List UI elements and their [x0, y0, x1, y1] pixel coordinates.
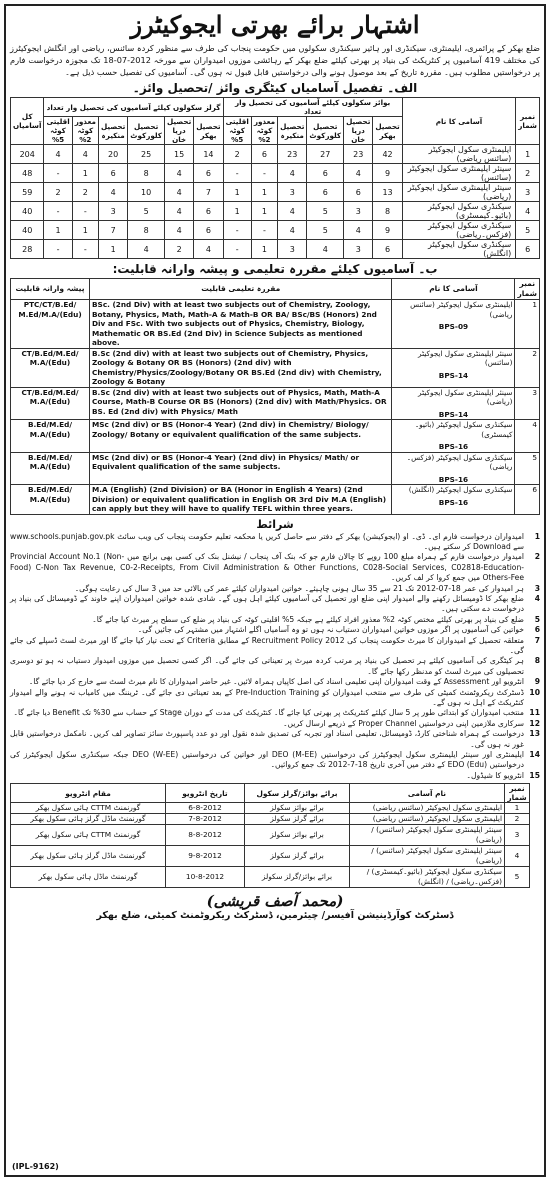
t1-cell-boys: 6 [307, 164, 344, 183]
t1-subheader-girls: تحصیل بھکر [194, 117, 223, 145]
t1-cell-boys: 1 [251, 202, 277, 221]
t1-body [11, 145, 540, 259]
t1-cell-boys: 9 [373, 221, 402, 240]
term-item [10, 636, 540, 657]
t1-cell-boys: - [223, 240, 251, 259]
term-number: 7 [534, 635, 540, 645]
t1-cell-boys: 9 [373, 164, 402, 183]
t1-cell-total: 48 [11, 164, 44, 183]
t1-cell-girls: - [72, 202, 98, 221]
term-text: ضلع کی بنیاد پر بھرتی کیلئے مختص کوٹہ 2% معذور افراد کیلئے ہے جبکہ 5% اقلیتی کوٹہ کی بنیاد پر ضلع کی سطح پر میرٹ کیا جائے گا۔ [92, 614, 524, 624]
t3-cell-post: سینئر ایلیمنٹری سکول ایجوکیٹر (سائنس) / (ریاضی) [350, 846, 505, 867]
t1-cell-girls: 1 [72, 164, 98, 183]
t1-header-boys: بوائز سکولوں کیلئے آسامیوں کی تحصیل وار تعداد [223, 98, 402, 117]
t1-subheader-girls: تحصیل کلورکوٹ [128, 117, 165, 145]
t1-cell-total: 28 [11, 240, 44, 259]
t3-cell-num: 3 [505, 825, 530, 846]
t1-cell-boys: 1 [251, 240, 277, 259]
t1-cell-boys: 6 [251, 145, 277, 164]
term-text: متعلقہ تحصیل کے امیدواران کا میرٹ حکومت پنجاب کی Recruitment Policy 2012 کے مطابق Criteria کے تحت تیار کیا جائے گا اور میرٹ لسٹ ڈسپلے کی جائے گی۔ [10, 635, 524, 655]
advertisement-title: اشتہار برائے بھرتی ایجوکیٹرز [130, 10, 420, 39]
t1-cell-girls: 4 [72, 145, 98, 164]
term-number: 14 [529, 750, 540, 760]
t2-cell-post [392, 420, 515, 453]
t1-cell-total: 40 [11, 202, 44, 221]
posts-table [10, 97, 540, 259]
t1-cell-girls: 3 [98, 202, 127, 221]
term-text: ایلیمنٹری اور سینئر ایلیمنٹری سکول ایجوکیٹرز کی درخواستیں DEO (M-EE) اور خواتین کی درخواستیں DEO (W-EE) جبکہ سیکنڈری سکول ایجوکیٹرز کی درخواستیں EDO (Edu) کے دفتر میں آخری تاریخ 18-7-2012 تک جمع کروائیں۔ [10, 750, 525, 770]
t2-cell-post [392, 387, 515, 420]
term-number: 9 [534, 677, 540, 687]
t1-cell-girls: 15 [164, 145, 193, 164]
t2-header-num: نمبر شمار [515, 279, 540, 300]
t1-cell-girls: - [44, 202, 72, 221]
t1-cell-boys: 3 [278, 183, 307, 202]
t2-post-bps: BPS-09 [438, 322, 469, 331]
t2-post-name: سینئر ایلیمنٹری سکول ایجوکیٹر (سائنس) [418, 348, 513, 367]
signature-block [10, 892, 540, 921]
interview-schedule-table [10, 783, 530, 888]
t2-header-post: آسامی کا نام [392, 279, 515, 300]
t1-cell-boys: 23 [344, 145, 373, 164]
advertisement-page [4, 4, 546, 1177]
t3-cell-school: برائے گرلز سکولز [245, 814, 350, 825]
t1-cell-girls: - [44, 240, 72, 259]
term-number: 6 [534, 625, 540, 635]
t3-row [11, 814, 530, 825]
t1-cell-girls: 4 [164, 183, 193, 202]
t3-cell-num: 2 [505, 814, 530, 825]
term-item [10, 594, 540, 615]
t3-cell-school: برائے بوائز/گرلز سکولز [245, 867, 350, 888]
t2-post-bps: BPS-16 [438, 497, 469, 507]
t1-cell-girls: 8 [128, 164, 165, 183]
t1-cell-girls: 4 [44, 145, 72, 164]
t1-cell-girls: - [44, 164, 72, 183]
t3-cell-post: ایلیمنٹری سکول ایجوکیٹر (سائنس ریاضی) [350, 803, 505, 814]
t3-row [11, 867, 530, 888]
term-text: ضلع بھکر کا ڈومیسائل رکھنے والے امیدوار اپنی ضلع اور تحصیل کی آسامیوں کیلئے اہل ہوں گے۔ شادی شدہ خواتین امیدواران اپنے خاوند کے ڈومیسائل کی بنیاد پر درخواست دے سکتی ہیں۔ [10, 593, 524, 614]
t1-row [11, 164, 540, 183]
t1-cell-girls: 4 [164, 202, 193, 221]
term-number: 2 [534, 552, 540, 562]
t2-post-bps: BPS-16 [438, 474, 469, 484]
t2-cell-professional: CT/B.Ed/M.Ed/ M.A/(Edu) [11, 348, 90, 387]
t2-post-name: سیکنڈری سکول ایجوکیٹر (بائیو۔کیمسٹری) [414, 420, 513, 439]
t1-cell-boys: 27 [307, 145, 344, 164]
t2-post-name: ایلیمنٹری سکول ایجوکیٹر (سائنس ریاضی) [410, 300, 513, 319]
t1-cell-girls: 8 [128, 221, 165, 240]
t1-cell-boys: 2 [223, 145, 251, 164]
t1-cell-total: 204 [11, 145, 44, 164]
section-b-heading: ب۔ آسامیوں کیلئے مقررہ تعلیمی و پیشہ وارانہ قابلیت: [112, 262, 438, 276]
term-text: ڈسٹرکٹ ریکروٹمنٹ کمیٹی کی طرف سے منتخب امیدواران کو Pre-Induction Training کے بعد تعیناتی دی جائے گی۔ ٹریننگ میں کامیاب نہ ہونے والے امیدوار کنٹریکٹ کے اہل نہ ہوں گے۔ [10, 687, 524, 707]
t2-header-prof: پیشہ وارانہ قابلیت [11, 279, 90, 300]
t2-cell-qualification: BSc. (2nd Div) with at least two subjects out of Chemistry, Zoology, Botany, Physics, Math, Math-A & Math-B OR BA/ BSc/BS (Honors) 2nd Div and FSc. With two subjects out of Physics, Chemistry, Biology, Mathematic OR BS.Ed (2nd Div) in Science Subjects as mentioned above. [90, 300, 392, 349]
t3-header-date: تاریخ انٹرویو [166, 784, 245, 803]
terms-heading: شرائط [256, 517, 294, 531]
t2-post-name: سینئر ایلیمنٹری سکول ایجوکیٹر (ریاضی) [418, 387, 513, 406]
t2-cell-qualification: MSc (2nd div) or BS (Honor-4 Year) (2nd div) in Chemistry/ Biology/ Zoology/ Botany or equivalent qualification of the same subjects. [90, 420, 392, 453]
term-number: 12 [529, 718, 540, 728]
t2-cell-qualification: B.Sc (2nd div) with at least two subjects out of Physics, Math, Math-A Course, Math-B Course OR BS (Honors) (2nd div) with Math/Physics. OR BS. Ed (2nd div) with Physics/ Math [90, 387, 392, 420]
t3-row [11, 803, 530, 814]
t3-cell-post: سیکنڈری سکول ایجوکیٹر (بائیو۔کیمسٹری) / (فزکس۔ریاضی) / (انگلش) [350, 867, 505, 888]
t1-cell-boys: 6 [344, 183, 373, 202]
t1-cell-girls: 1 [44, 221, 72, 240]
term-text: خواتین کی آسامیوں پر اگر موزوں خواتین امیدواران دستیاب نہ ہوں تو وہ آسامیاں اگلے اشتہار میں مشتہر کی جائیں گی۔ [137, 625, 524, 635]
t2-row [11, 485, 540, 515]
t2-cell-qualification: B.Sc (2nd div) with at least two subjects out of Chemistry, Physics, Zoology & Botany OR BS (Honors) (2nd div) with Chemistry/Physics/Zoology/Botany OR BS.Ed (2nd div) with Chemistry, Zoology & Botany [90, 348, 392, 387]
signatory-designation: ڈسٹرکٹ کوآرڈینیشن آفیسر/ چیئرمین، ڈسٹرکٹ ریکروٹمنٹ کمیٹی، ضلع بھکر [96, 910, 454, 922]
t1-cell-girls: 7 [98, 221, 127, 240]
term-number: 10 [529, 687, 540, 697]
t1-cell-boys: 3 [344, 240, 373, 259]
t3-cell-date: 8-8-2012 [166, 825, 245, 846]
t2-cell-num: 3 [515, 387, 540, 420]
t1-cell-num: 6 [516, 240, 540, 259]
t1-header-post: آسامی کا نام [402, 98, 516, 145]
t1-row [11, 221, 540, 240]
t3-cell-date: 9-8-2012 [166, 846, 245, 867]
t1-cell-boys: 23 [278, 145, 307, 164]
t1-subheader-girls: معذور کوٹہ 2% [72, 117, 98, 145]
term-text: سرکاری ملازمین اپنی درخواستیں Proper Channel کے ذریعے ارسال کریں۔ [283, 718, 524, 728]
t1-cell-num: 4 [516, 202, 540, 221]
t2-post-name: سیکنڈری سکول ایجوکیٹر (انگلش) [408, 485, 513, 494]
t1-cell-boys: 4 [344, 164, 373, 183]
t1-cell-boys: 3 [344, 202, 373, 221]
t3-cell-date: 7-8-2012 [166, 814, 245, 825]
t1-cell-boys: 4 [307, 240, 344, 259]
t3-cell-num: 5 [505, 867, 530, 888]
t2-cell-num: 5 [515, 452, 540, 485]
t1-cell-num: 3 [516, 183, 540, 202]
t1-row [11, 145, 540, 164]
term-text: امیدواران درخواست فارم ای۔ ڈی۔ او (ایجوکیشن) بھکر کے دفتر سے حاصل کریں یا محکمہ تعلیم حکومت پنجاب کی ویب سائٹ www.schools.punjab.gov.pk سے Download کر سکتے ہیں۔ [10, 531, 524, 551]
t3-cell-place: گورنمنٹ CTTM ہائی سکول بھکر [11, 825, 166, 846]
t1-subheader-boys: اقلیتی کوٹہ 5% [223, 117, 251, 145]
t3-cell-date: 10-8-2012 [166, 867, 245, 888]
t1-cell-boys: 13 [373, 183, 402, 202]
t1-cell-post: سیکنڈری سکول ایجوکیٹر (انگلش) [402, 240, 516, 259]
t3-cell-place: گورنمنٹ ماڈل ہائی سکول بھکر [11, 867, 166, 888]
t1-subheader-boys: تحصیل بھکر [373, 117, 402, 145]
t3-cell-date: 6-8-2012 [166, 803, 245, 814]
term-number: 4 [534, 593, 540, 603]
t2-cell-professional: B.Ed/M.Ed/ M.A/(Edu) [11, 485, 90, 515]
t1-cell-post: سیکنڈری سکول ایجوکیٹر (فزکس۔ریاضی) [402, 221, 516, 240]
t3-cell-num: 1 [505, 803, 530, 814]
term-text: امیدوار درخواست فارم کے ہمراہ مبلغ 100 روپے کا چالان فارم جو کہ بنک آف پنجاب / نیشنل بنک کی کسی بھی برانچ میں Provincial Account No.1 (Non-Food) C-Non Tax Revenue, C0-2-Receipts, From Civil Administration & Other Functions, C028-Social Services, C02818-Education-Others-Fee میں جمع کروا کر لف کریں۔ [10, 552, 524, 583]
term-item [10, 656, 540, 677]
t3-header-school: برائے بوائز/گرلز سکول [245, 784, 350, 803]
t2-cell-num: 6 [515, 485, 540, 515]
t1-cell-boys: 42 [373, 145, 402, 164]
t2-cell-num: 4 [515, 420, 540, 453]
t3-cell-school: برائے بوائز سکولز [245, 803, 350, 814]
t3-header-place: مقام انٹرویو [11, 784, 166, 803]
t2-post-name: سیکنڈری سکول ایجوکیٹر (فزکس۔ریاضی) [406, 452, 513, 471]
t3-cell-num: 4 [505, 846, 530, 867]
t1-cell-post: سیکنڈری سکول ایجوکیٹر (بائیو۔کیمسٹری) [402, 202, 516, 221]
t1-cell-girls: 10 [128, 183, 165, 202]
t2-row [11, 300, 540, 349]
term-number: 5 [534, 614, 540, 624]
t2-cell-num: 1 [515, 300, 540, 349]
t2-body [11, 300, 540, 515]
term-item [10, 532, 540, 553]
t2-cell-post [392, 452, 515, 485]
signatory-name: (محمد آصف قریشی) [206, 892, 344, 911]
t1-row [11, 202, 540, 221]
t2-cell-post [392, 300, 515, 349]
term-number: 1 [534, 531, 540, 541]
t1-subheader-boys: معذور کوٹہ 2% [251, 117, 277, 145]
t1-cell-girls: 4 [164, 221, 193, 240]
t1-cell-girls: 2 [44, 183, 72, 202]
t1-cell-post: ایلیمنٹری سکول ایجوکیٹر (سائنس ریاضی) [402, 145, 516, 164]
t2-cell-post [392, 485, 515, 515]
t1-cell-boys: 5 [307, 202, 344, 221]
t1-row [11, 183, 540, 202]
qualification-table [10, 278, 540, 515]
t1-cell-girls: 6 [194, 221, 223, 240]
t2-post-bps: BPS-14 [438, 409, 469, 419]
t1-cell-girls: 4 [128, 240, 165, 259]
t1-cell-boys: 4 [278, 202, 307, 221]
t2-post-bps: BPS-16 [438, 442, 469, 451]
t1-cell-num: 1 [516, 145, 540, 164]
t1-cell-num: 5 [516, 221, 540, 240]
term-number: 13 [529, 729, 540, 739]
t2-row [11, 348, 540, 387]
t1-cell-girls: 1 [72, 221, 98, 240]
t2-row [11, 452, 540, 485]
t3-body [11, 803, 530, 888]
t2-cell-professional: PTC/CT/B.Ed/ M.Ed/M.A/(Edu) [11, 300, 90, 349]
t3-cell-place: گورنمنٹ ماڈل گرلز ہائی سکول بھکر [11, 846, 166, 867]
t1-row [11, 240, 540, 259]
t2-header-qual: مقررہ تعلیمی قابلیت [90, 279, 392, 300]
t1-header-num: نمبر شمار [516, 98, 540, 145]
t1-cell-boys: 4 [278, 221, 307, 240]
term-item [10, 771, 540, 781]
t1-cell-post: سینئر ایلیمنٹری سکول ایجوکیٹر (ریاضی) [402, 183, 516, 202]
t1-cell-girls: 4 [194, 240, 223, 259]
t1-cell-girls: 6 [194, 202, 223, 221]
t2-cell-qualification: MSc (2nd div) or BS (Honor-4 Year) (2nd div) in Physics/ Math/ or Equivalent qualification of the same subjects. [90, 452, 392, 485]
term-item [10, 677, 540, 687]
t1-cell-boys: - [251, 221, 277, 240]
t1-cell-girls: 4 [98, 183, 127, 202]
t2-cell-professional: B.Ed/M.Ed/ M.A/(Edu) [11, 452, 90, 485]
term-item [10, 719, 540, 729]
ipl-code: (IPL-9162) [12, 1162, 59, 1171]
t3-row [11, 825, 530, 846]
t1-cell-boys: 6 [373, 240, 402, 259]
t1-header-total: کل آسامیاں [11, 98, 44, 145]
term-text: ہر کیٹگری کی آسامیوں کیلئے ہر تحصیل کی بنیاد پر مرتب کردہ میرٹ پر تعیناتی کی جائے گی۔ اگر کسی تحصیل میں موزوں امیدوار دستیاب نہ ہو تو دوسری تحصیلوں کی میرٹ لسٹ کو مدنظر رکھا جائے گا۔ [10, 656, 524, 676]
intro-paragraph: ضلع بھکر کے پرائمری، ایلیمنٹری، سیکنڈری اور ہائیر سیکنڈری سکولوں میں حکومت پنجاب کی طرف سے منظور کردہ سائنس، ریاضی اور انگلش ایجوکیٹرز کی مختلف 419 آسامیوں پر کنٹریکٹ کی بنیاد پر بھرتی کیلئے ضلع بھکر کے رہائشی موزوں امیدواران سے مورخہ 2012-07-18 تک مجوزہ درخواست فارم پر درخواستیں مطلوب ہیں۔ مقررہ تاریخ کے بعد موصول ہونے والی درخواستیں قابل قبول نہ ہوں گی۔ آسامیوں کی تفصیل حسب ذیل ہے۔ [10, 43, 541, 77]
t1-cell-girls: 5 [128, 202, 165, 221]
t1-cell-boys: 4 [278, 164, 307, 183]
section-a-heading: الف۔ تفصیل آسامیاں کیٹگری وائز /تحصیل وائز۔ [132, 81, 418, 95]
t1-cell-boys: 3 [278, 240, 307, 259]
term-number: 3 [534, 583, 540, 593]
term-number: 15 [529, 770, 540, 780]
t2-cell-post [392, 348, 515, 387]
t1-cell-girls: 14 [194, 145, 223, 164]
term-item [10, 729, 540, 750]
t1-cell-total: 40 [11, 221, 44, 240]
t1-cell-boys: - [223, 221, 251, 240]
t2-cell-professional: B.Ed/M.Ed/ M.A/(Edu) [11, 420, 90, 453]
term-item [10, 615, 540, 625]
term-number: 11 [529, 708, 540, 718]
t1-cell-boys: 8 [373, 202, 402, 221]
terms-list [10, 532, 540, 782]
t1-cell-total: 59 [11, 183, 44, 202]
t3-header-num: نمبر شمار [505, 784, 530, 803]
t1-subheader-girls: تحصیل منکیرہ [98, 117, 127, 145]
term-item [10, 708, 540, 718]
t2-cell-professional: CT/B.Ed/M.Ed/ M.A/(Edu) [11, 387, 90, 420]
t1-cell-boys: 1 [223, 183, 251, 202]
t1-cell-girls: 6 [98, 164, 127, 183]
t1-cell-girls: - [72, 240, 98, 259]
t1-subheader-boys: تحصیل دریا خان [344, 117, 373, 145]
t2-cell-qualification: M.A (English) (2nd Division) or BA (Honor in English 4 Years) (2nd Division) or equivalent qualification in English OR 3rd Div M.A (English) can apply but they will have to qualify TEFL within three years. [90, 485, 392, 515]
t1-cell-boys: - [223, 164, 251, 183]
t1-cell-girls: 4 [164, 164, 193, 183]
t1-cell-post: سینئر ایلیمنٹری سکول ایجوکیٹر (سائنس) [402, 164, 516, 183]
t1-cell-girls: 6 [194, 164, 223, 183]
term-text: ہر امیدوار کی عمر 18-07-2012 تک 21 سے 35 سال ہونی چاہیئے۔ خواتین امیدواران کیلئے عمر کی بالائی حد میں 3 سال کی رعایت ہوگی۔ [74, 583, 524, 593]
t1-cell-boys: 6 [307, 183, 344, 202]
t3-cell-place: گورنمنٹ ماڈل گرلز ہائی سکول بھکر [11, 814, 166, 825]
t2-row [11, 420, 540, 453]
t3-header-post: نام آسامی [350, 784, 505, 803]
t1-subheader-girls: اقلیتی کوٹہ 5% [44, 117, 72, 145]
t1-header-girls: گرلز سکولوں کیلئے آسامیوں کی تحصیل وار تعداد [44, 98, 223, 117]
t2-post-bps: BPS-14 [438, 370, 469, 380]
term-item [10, 688, 540, 709]
term-text: انٹرویو کا شیڈول۔ [466, 770, 524, 780]
t1-cell-num: 2 [516, 164, 540, 183]
term-item [10, 625, 540, 635]
t1-cell-boys: - [251, 164, 277, 183]
t1-cell-boys: 1 [251, 183, 277, 202]
t1-cell-boys: 4 [344, 221, 373, 240]
t1-cell-girls: 1 [98, 240, 127, 259]
t1-cell-girls: 2 [72, 183, 98, 202]
term-text: انٹرویو اور Assessment کے وقت امیدواران اپنی تعلیمی اسناد کی اصل کاپیاں ہمراہ لائیں۔ غیر حاضر امیدواران کا نام میرٹ لسٹ سے خارج کر دیا جائے گا۔ [28, 677, 524, 687]
t3-cell-school: برائے گرلز سکولز [245, 846, 350, 867]
t3-row [11, 846, 530, 867]
t1-cell-girls: 25 [128, 145, 165, 164]
t2-cell-num: 2 [515, 348, 540, 387]
term-item [10, 750, 540, 771]
term-text: منتخب امیدواران کو ابتدائی طور پر 5 سال کیلئے کنٹریکٹ پر بھرتی کیا جائے گا۔ کنٹریکٹ کی مدت کے دوران Stage کے حساب سے 30% تک Benefit دیا جائے گا۔ [13, 708, 524, 718]
t1-cell-girls: 7 [194, 183, 223, 202]
t3-cell-school: برائے بوائز سکولز [245, 825, 350, 846]
t3-cell-post: سینئر ایلیمنٹری سکول ایجوکیٹر (سائنس) / (ریاضی) [350, 825, 505, 846]
t1-subheader-girls: تحصیل دریا خان [164, 117, 193, 145]
t1-cell-boys: 5 [307, 221, 344, 240]
term-item [10, 584, 540, 594]
t3-cell-post: ایلیمنٹری سکول ایجوکیٹر (سائنس ریاضی) [350, 814, 505, 825]
term-number: 8 [534, 656, 540, 666]
t1-cell-girls: 20 [98, 145, 127, 164]
t1-cell-boys: 1 [223, 202, 251, 221]
term-text: درخواست کے ہمراہ شناختی کارڈ، ڈومیسائل، تعلیمی اسناد اور تجربہ کی تصدیق شدہ نقول اور دو عدد پاسپورٹ سائز تصاویر لف کریں۔ نامکمل درخواستیں قابل غور نہ ہوں گی۔ [10, 729, 524, 749]
t1-subheader-boys: تحصیل منکیرہ [278, 117, 307, 145]
t2-row [11, 387, 540, 420]
t1-subheader-boys: تحصیل کلورکوٹ [307, 117, 344, 145]
t1-cell-girls: 2 [164, 240, 193, 259]
term-item [10, 552, 540, 583]
t3-cell-place: گورنمنٹ CTTM ہائی سکول بھکر [11, 803, 166, 814]
